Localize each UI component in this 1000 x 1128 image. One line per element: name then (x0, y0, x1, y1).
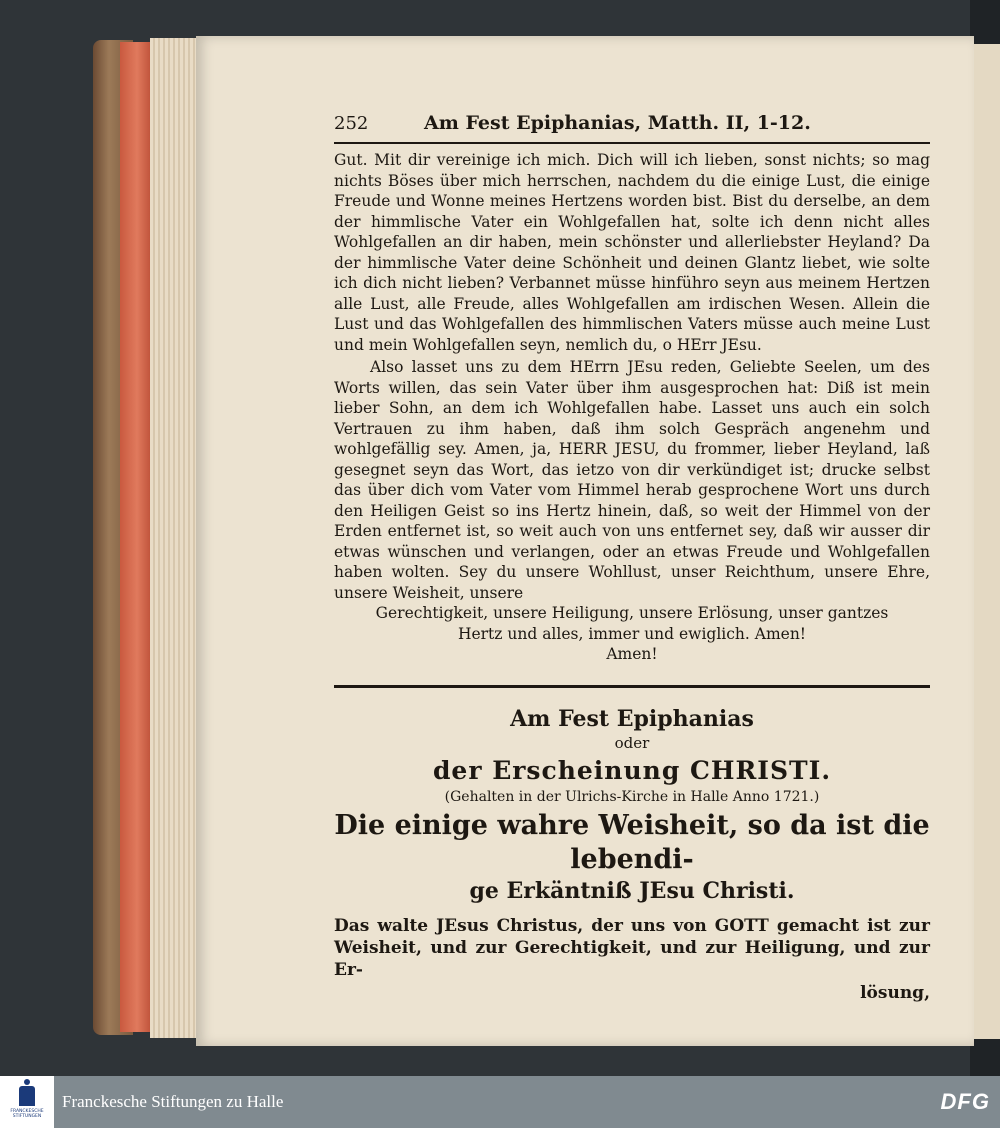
paragraph-1: Gut. Mit dir vereinige ich mich. Dich will ich lieben, sonst nichts; so mag nichts Böses über mich herrschen, nachdem du die einige Lust, die einige Freude und Wonne meines Hertzens worden bist. Bist du derselbe, an dem der himmlische Vater ein Wohlgefallen hat, solte ich denn nicht alles Wohlgefallen an dir haben, mein schönster und allerliebster Heyland? Da der himmlische Vater deine Schönheit und deinen Glantz liebet, wie solte ich dich nicht lieben? Verbannet müsse hinführo seyn aus meinem Hertzen alle Lust, alle Freude, alles Wohlgefallen am irdischen Wesen. Allein die Lust und das Wohlgefallen des himmlischen Vaters müsse auch meine Lust und mein Wohlgefallen seyn, nemlich du, o HErr JEsu. (334, 151, 930, 354)
paragraph-2: Also lasset uns zu dem HErrn JEsu reden, Geliebte Seelen, um des Worts willen, das sein Vater über ihm ausgesprochen hat: Diß ist mein lieber Sohn, an dem ich Wohlgefallen habe. Lasset uns auch ein solch Vertrauen zu ihm haben, daß ihm solch Gespräch angenehm und wohlgefällig sey. Amen, ja, HERR JESU, du frommer, lieber Heyland, laß gesegnet seyn das Wort, das ietzo von dir verkündiget ist; drucke selbst das über dich vom Vater vom Himmel herab gesprochene Wort uns durch den Heiligen Geist so ins Hertz hinein, daß, so weit der Himmel von der Erden entfernet ist, so weit auch von uns entfernet sey, daß wir ausser dir etwas wünschen und verlangen, oder an etwas Freude und Wohlgefallen haben wolten. Sey du unsere Wohllust, unser Reichthum, unsere Ehre, unsere Weisheit, unsere (334, 358, 930, 602)
catchword: lösung, (860, 982, 930, 1003)
closing-line-3: Amen! (606, 645, 658, 663)
institution-logo[interactable] (0, 1076, 54, 1128)
footer-bar (0, 1076, 1000, 1128)
dfg-logo[interactable]: DFG (940, 1089, 990, 1114)
page-number: 252 (334, 113, 369, 134)
header-rule (334, 142, 930, 144)
closing-line-1: Gerechtigkeit, unsere Heiligung, unsere Erlösung, unser gantzes (375, 604, 889, 622)
sermon-heading-line-2: ge Erkäntniß JEsu Christi. (469, 877, 795, 904)
logo-text: FRANCKESCHE STIFTUNGEN (10, 1108, 44, 1119)
running-header (334, 112, 930, 140)
institution-name[interactable]: Franckesche Stiftungen zu Halle (62, 1092, 284, 1111)
section-title: Am Fest Epiphanias (510, 705, 754, 732)
sermon-opening-text: Das walte JEsus Christus, der uns von GOTT gemacht ist zur Weisheit, und zur Gerechtigkeit, und zur Heiligung, und zur Er- (334, 915, 930, 980)
section-divider (334, 685, 930, 688)
page-content (334, 112, 930, 1003)
running-title: Am Fest Epiphanias, Matth. II, 1-12. (424, 112, 811, 134)
facing-page-edge (974, 44, 1000, 1039)
page-stack-edge (150, 38, 198, 1038)
closing-line-2: Hertz und alles, immer und ewiglich. Amen! (457, 624, 807, 643)
red-page-edge (120, 42, 154, 1032)
section-note: (Gehalten in der Ulrichs-Kirche in Halle Anno 1721.) (444, 788, 820, 805)
section-title-connector: oder (614, 733, 650, 752)
sermon-heading-line-1: Die einige wahre Weisheit, so da ist die lebendi- (334, 809, 930, 875)
section-subtitle: der Erscheinung CHRISTI. (432, 755, 832, 785)
orphanage-icon (19, 1086, 35, 1106)
